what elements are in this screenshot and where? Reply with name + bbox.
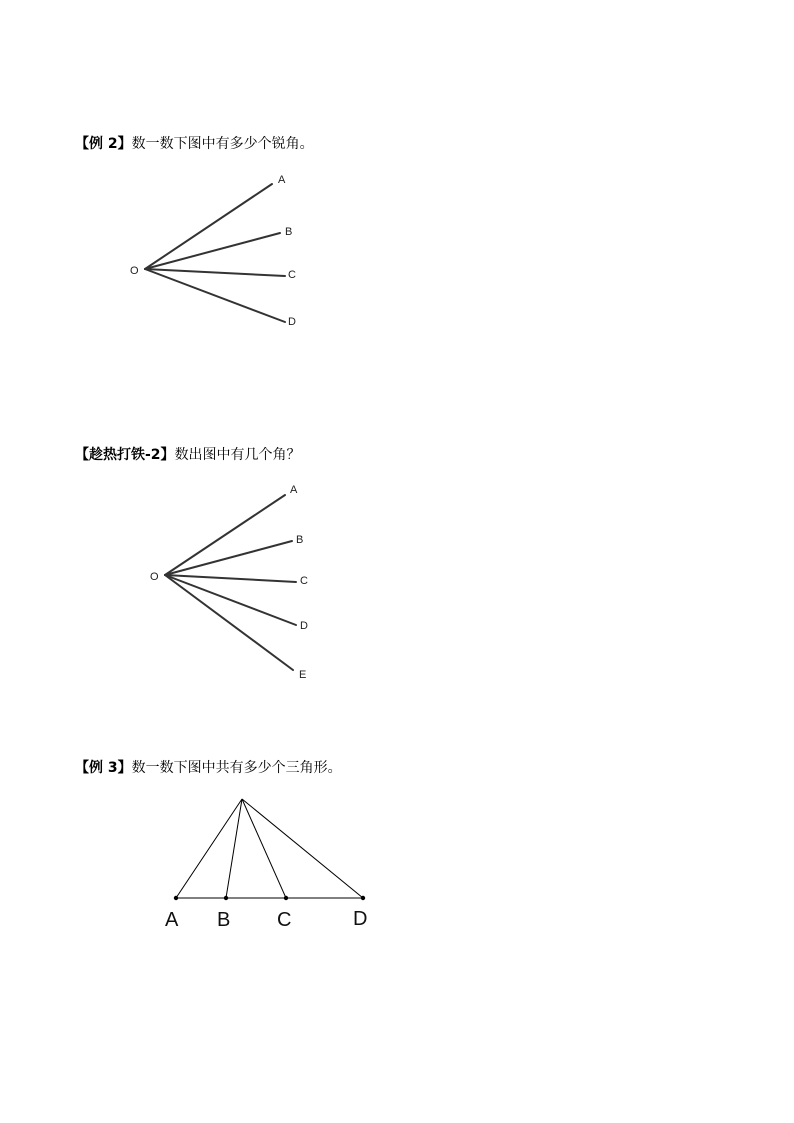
dot-d bbox=[361, 896, 365, 900]
side-apex-a bbox=[176, 799, 242, 898]
question-tag: 【例 2】 bbox=[75, 136, 132, 152]
ray-oa bbox=[165, 495, 285, 575]
ray-ob bbox=[145, 233, 280, 269]
point-label-a: A bbox=[290, 484, 298, 496]
question-text: 数一数下图中有多少个锐角。 bbox=[131, 136, 314, 152]
question-text: 数一数下图中共有多少个三角形。 bbox=[131, 760, 342, 776]
figure-angles-4-rays bbox=[145, 184, 285, 322]
vertex-label-o: O bbox=[130, 265, 139, 277]
dot-b bbox=[224, 896, 228, 900]
point-label-c: C bbox=[300, 575, 308, 587]
question-tag: 【例 3】 bbox=[75, 760, 132, 776]
question-text: 数出图中有几个角？ bbox=[174, 447, 301, 463]
ray-od bbox=[145, 269, 285, 322]
dot-a bbox=[174, 896, 178, 900]
figure-triangles bbox=[176, 799, 363, 898]
point-label-c: C bbox=[277, 909, 292, 931]
point-label-c: C bbox=[288, 269, 296, 281]
point-label-b: B bbox=[285, 226, 293, 238]
point-label-d: D bbox=[288, 316, 296, 328]
point-label-a: A bbox=[278, 174, 286, 186]
side-apex-b bbox=[226, 799, 242, 898]
dot-c bbox=[284, 896, 288, 900]
point-label-d: D bbox=[300, 620, 308, 632]
point-label-a: A bbox=[165, 909, 179, 931]
question-tag: 【趁热打铁-2】 bbox=[75, 447, 175, 463]
ray-oa bbox=[145, 184, 272, 269]
ray-oc bbox=[145, 269, 285, 276]
ray-oe bbox=[165, 575, 293, 670]
point-label-d: D bbox=[353, 908, 368, 930]
vertex-label-o: O bbox=[150, 571, 159, 583]
point-label-b: B bbox=[217, 909, 231, 931]
side-apex-d bbox=[242, 799, 363, 898]
ray-oc bbox=[165, 575, 296, 582]
point-label-e: E bbox=[299, 669, 307, 681]
ray-ob bbox=[165, 541, 292, 575]
ray-od bbox=[165, 575, 296, 625]
point-label-b: B bbox=[296, 534, 304, 546]
side-apex-c bbox=[242, 799, 286, 898]
figure-angles-5-rays bbox=[165, 495, 296, 670]
